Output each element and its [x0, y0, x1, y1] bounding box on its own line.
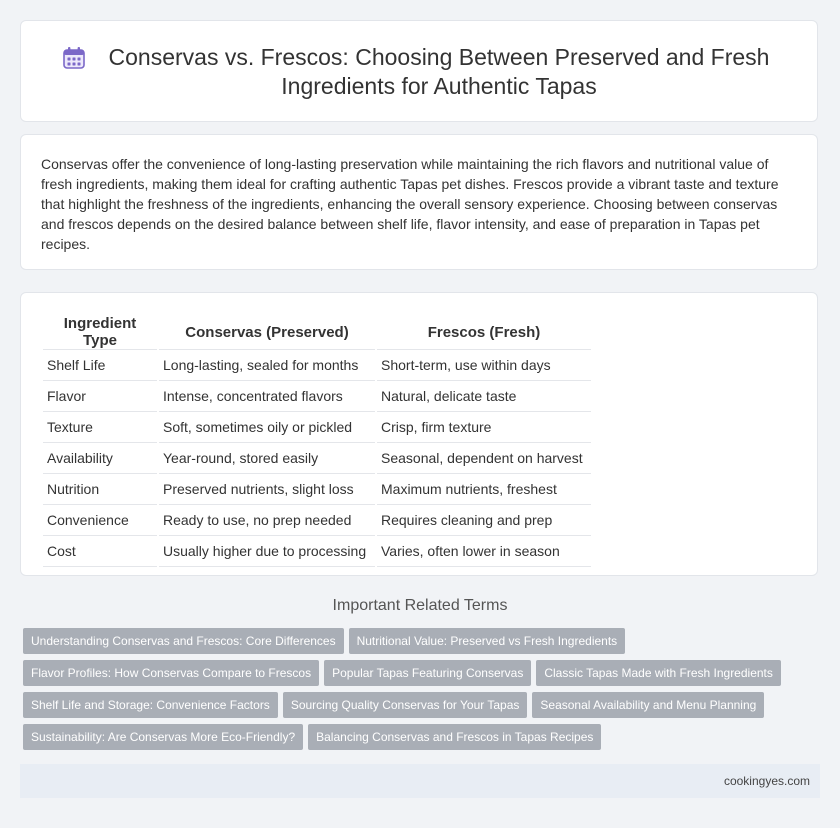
table-cell: Usually higher due to processing: [159, 536, 375, 567]
table-cell: Intense, concentrated flavors: [159, 381, 375, 412]
page-title: Conservas vs. Frescos: Choosing Between Preserved and Fresh Ingredients for Authentic Tapas: [108, 44, 770, 99]
related-term-tag[interactable]: Flavor Profiles: How Conservas Compare to Frescos: [23, 660, 319, 686]
column-header: Frescos (Fresh): [427, 323, 541, 341]
column-header: Conservas (Preserved): [185, 323, 349, 341]
related-term-tag[interactable]: Classic Tapas Made with Fresh Ingredients: [536, 660, 781, 686]
table-row: [43, 349, 591, 381]
intro-card: [20, 134, 818, 270]
table-cell: Availability: [43, 443, 157, 474]
footer: [20, 764, 820, 798]
related-terms-title: Important Related Terms: [332, 597, 508, 614]
table-cell: Maximum nutrients, freshest: [377, 474, 591, 505]
related-term-tag[interactable]: Nutritional Value: Preserved vs Fresh Ingredients: [349, 628, 626, 654]
table-cell: Nutrition: [43, 474, 157, 505]
related-term-tag[interactable]: Shelf Life and Storage: Convenience Factors: [23, 692, 278, 718]
table-cell: Shelf Life: [43, 349, 157, 381]
intro-text: Conservas offer the convenience of long-lasting preservation while maintaining the rich flavors and nutritional value of fresh ingredients, making them ideal for crafting authentic Tapas pet dishes. Frescos provide a vibrant taste and texture that highlight the freshness of the ingredients, enhancing the overall sensory experience. Choosing between conservas and frescos depends on the desired balance between shelf life, flavor intensity, and ease of preparation in Tapas pet recipes.: [41, 156, 779, 252]
footer-site[interactable]: cookingyes.com: [723, 774, 810, 788]
comparison-table: [41, 315, 593, 567]
related-terms-list: [23, 628, 813, 756]
table-row: [43, 443, 591, 474]
table-cell: Seasonal, dependent on harvest: [377, 443, 591, 474]
table-cell: Texture: [43, 412, 157, 443]
table-cell: Long-lasting, sealed for months: [159, 349, 375, 381]
table-cell: Ready to use, no prep needed: [159, 505, 375, 536]
table-cell: Cost: [43, 536, 157, 567]
table-cell: Soft, sometimes oily or pickled: [159, 412, 375, 443]
comparison-card: [20, 292, 818, 576]
table-cell: Short-term, use within days: [377, 349, 591, 381]
related-term-tag[interactable]: Balancing Conservas and Frescos in Tapas Recipes: [308, 724, 601, 750]
related-term-tag[interactable]: Sustainability: Are Conservas More Eco-Friendly?: [23, 724, 303, 750]
table-cell: Varies, often lower in season: [377, 536, 591, 567]
table-cell: Natural, delicate taste: [377, 381, 591, 412]
table-cell: Convenience: [43, 505, 157, 536]
table-row: [43, 505, 591, 536]
table-cell: Preserved nutrients, slight loss: [159, 474, 375, 505]
table-row: [43, 474, 591, 505]
table-cell: Requires cleaning and prep: [377, 505, 591, 536]
table-row: [43, 412, 591, 443]
table-cell: Year-round, stored easily: [159, 443, 375, 474]
related-term-tag[interactable]: Sourcing Quality Conservas for Your Tapas: [283, 692, 528, 718]
table-header-row: [43, 315, 591, 349]
column-header: Ingredient Type: [63, 315, 137, 349]
related-term-tag[interactable]: Seasonal Availability and Menu Planning: [532, 692, 764, 718]
related-term-tag[interactable]: Understanding Conservas and Frescos: Core Differences: [23, 628, 344, 654]
table-row: [43, 381, 591, 412]
related-term-tag[interactable]: Popular Tapas Featuring Conservas: [324, 660, 531, 686]
header-card: [20, 20, 818, 122]
table-cell: Crisp, firm texture: [377, 412, 591, 443]
table-cell: Flavor: [43, 381, 157, 412]
table-row: [43, 536, 591, 567]
